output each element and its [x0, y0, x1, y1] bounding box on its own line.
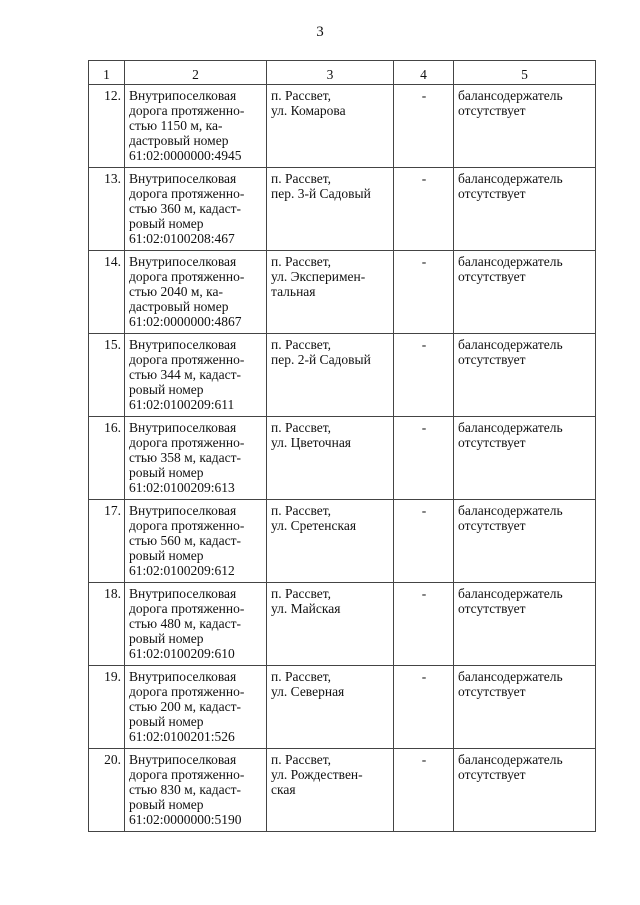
balance-holder-line: балансодержатель [458, 586, 563, 601]
road-description-line: ровый номер [129, 216, 204, 231]
balance-holder-cell [454, 334, 596, 417]
road-description-line: Внутрипоселковая [129, 171, 237, 186]
road-description-line: 61:02:0100209:610 [129, 646, 235, 661]
road-description-line: стью 1150 м, ка- [129, 118, 223, 133]
column-header: 4 [394, 61, 454, 85]
row-number-cell: 16. [89, 417, 125, 500]
address-cell [267, 666, 394, 749]
column-header: 3 [267, 61, 394, 85]
column-header: 2 [125, 61, 267, 85]
balance-holder-line: балансодержатель [458, 420, 563, 435]
road-description-cell [125, 334, 267, 417]
address-line: ул. Северная [271, 684, 345, 699]
address-line: п. Рассвет, [271, 752, 332, 767]
road-description-line: 61:02:0100209:613 [129, 480, 235, 495]
road-description-line: стью 358 м, кадаст- [129, 450, 242, 465]
owner-cell: - [394, 85, 454, 168]
road-description-line: стью 480 м, кадаст- [129, 616, 242, 631]
balance-holder-line: балансодержатель [458, 254, 563, 269]
road-description-line: дорога протяженно- [129, 186, 245, 201]
road-description-line: дорога протяженно- [129, 684, 245, 699]
road-description-line: дорога протяженно- [129, 435, 245, 450]
address-line: п. Рассвет, [271, 171, 332, 186]
road-description-line: ровый номер [129, 714, 204, 729]
road-description-line: дорога протяженно- [129, 767, 245, 782]
road-description-cell [125, 417, 267, 500]
address-cell [267, 500, 394, 583]
road-description-cell [125, 749, 267, 832]
address-line: ул. Комарова [271, 103, 346, 118]
row-number-cell: 13. [89, 168, 125, 251]
road-description-line: ровый номер [129, 631, 204, 646]
road-description-line: ровый номер [129, 548, 204, 563]
table-row [89, 500, 596, 583]
road-description-line: Внутрипоселковая [129, 254, 237, 269]
balance-holder-cell [454, 417, 596, 500]
road-description-cell [125, 583, 267, 666]
balance-holder-line: отсутствует [458, 601, 526, 616]
owner-cell: - [394, 417, 454, 500]
balance-holder-cell [454, 168, 596, 251]
address-line: тальная [271, 284, 316, 299]
road-description-line: дорога протяженно- [129, 518, 245, 533]
address-cell [267, 417, 394, 500]
road-description-line: 61:02:0100208:467 [129, 231, 235, 246]
address-line: п. Рассвет, [271, 586, 332, 601]
balance-holder-line: балансодержатель [458, 337, 563, 352]
row-number-cell: 12. [89, 85, 125, 168]
owner-cell: - [394, 334, 454, 417]
road-description-line: Внутрипоселковая [129, 752, 237, 767]
road-description-line: Внутрипоселковая [129, 420, 237, 435]
table-row [89, 85, 596, 168]
road-description-line: ровый номер [129, 797, 204, 812]
road-description-line: ровый номер [129, 382, 204, 397]
row-number-cell: 14. [89, 251, 125, 334]
balance-holder-line: отсутствует [458, 767, 526, 782]
road-description-cell [125, 85, 267, 168]
road-description-line: стью 560 м, кадаст- [129, 533, 242, 548]
road-description-line: 61:02:0000000:4945 [129, 148, 242, 163]
table-row [89, 749, 596, 832]
address-line: п. Рассвет, [271, 88, 332, 103]
balance-holder-line: отсутствует [458, 103, 526, 118]
road-description-line: стью 830 м, кадаст- [129, 782, 242, 797]
road-description-line: 61:02:0100201:526 [129, 729, 235, 744]
address-line: ул. Цветочная [271, 435, 352, 450]
address-line: п. Рассвет, [271, 254, 332, 269]
address-line: п. Рассвет, [271, 503, 332, 518]
table-row [89, 168, 596, 251]
owner-cell: - [394, 500, 454, 583]
page-number: 3 [316, 24, 324, 40]
address-cell [267, 251, 394, 334]
balance-holder-line: балансодержатель [458, 503, 563, 518]
road-description-line: ровый номер [129, 465, 204, 480]
balance-holder-cell [454, 500, 596, 583]
owner-cell: - [394, 749, 454, 832]
address-cell [267, 583, 394, 666]
road-description-line: стью 2040 м, ка- [129, 284, 224, 299]
address-cell [267, 749, 394, 832]
road-description-line: стью 344 м, кадаст- [129, 367, 242, 382]
road-description-line: 61:02:0100209:612 [129, 563, 235, 578]
road-description-line: Внутрипоселковая [129, 88, 237, 103]
address-line: п. Рассвет, [271, 420, 332, 435]
balance-holder-line: балансодержатель [458, 88, 563, 103]
balance-holder-line: отсутствует [458, 352, 526, 367]
address-cell [267, 168, 394, 251]
column-header: 5 [454, 61, 596, 85]
road-description-line: стью 200 м, кадаст- [129, 699, 242, 714]
road-description-line: дорога протяженно- [129, 269, 245, 284]
road-description-cell [125, 168, 267, 251]
balance-holder-line: балансодержатель [458, 752, 563, 767]
address-line: ская [271, 782, 296, 797]
table-row [89, 251, 596, 334]
balance-holder-line: отсутствует [458, 186, 526, 201]
row-number-cell: 20. [89, 749, 125, 832]
road-description-line: дорога протяженно- [129, 103, 245, 118]
table-row [89, 334, 596, 417]
balance-holder-cell [454, 85, 596, 168]
owner-cell: - [394, 168, 454, 251]
table-row [89, 666, 596, 749]
address-line: п. Рассвет, [271, 669, 332, 684]
column-header: 1 [89, 61, 125, 85]
balance-holder-cell [454, 749, 596, 832]
address-line: пер. 2-й Садовый [271, 352, 371, 367]
balance-holder-cell [454, 583, 596, 666]
road-description-cell [125, 251, 267, 334]
road-description-line: Внутрипоселковая [129, 586, 237, 601]
road-description-line: Внутрипоселковая [129, 669, 237, 684]
balance-holder-line: балансодержатель [458, 171, 563, 186]
road-description-cell [125, 666, 267, 749]
address-line: ул. Сретенская [271, 518, 357, 533]
address-line: ул. Эксперимен- [271, 269, 366, 284]
road-description-line: дастровый номер [129, 299, 229, 314]
road-description-line: стью 360 м, кадаст- [129, 201, 242, 216]
address-line: ул. Рождествен- [271, 767, 363, 782]
balance-holder-cell [454, 666, 596, 749]
table-header-row [89, 61, 596, 85]
table-row [89, 417, 596, 500]
road-description-line: дастровый номер [129, 133, 229, 148]
owner-cell: - [394, 666, 454, 749]
road-description-line: 61:02:0000000:4867 [129, 314, 242, 329]
balance-holder-line: балансодержатель [458, 669, 563, 684]
road-description-cell [125, 500, 267, 583]
row-number-cell: 19. [89, 666, 125, 749]
row-number-cell: 17. [89, 500, 125, 583]
balance-holder-line: отсутствует [458, 684, 526, 699]
road-description-line: 61:02:0100209:611 [129, 397, 235, 412]
address-cell [267, 334, 394, 417]
address-cell [267, 85, 394, 168]
road-description-line: Внутрипоселковая [129, 503, 237, 518]
address-line: пер. 3-й Садовый [271, 186, 371, 201]
row-number-cell: 15. [89, 334, 125, 417]
row-number-cell: 18. [89, 583, 125, 666]
balance-holder-line: отсутствует [458, 269, 526, 284]
address-line: ул. Майская [271, 601, 341, 616]
road-registry-table [88, 60, 596, 832]
owner-cell: - [394, 251, 454, 334]
road-description-line: дорога протяженно- [129, 601, 245, 616]
road-description-line: дорога протяженно- [129, 352, 245, 367]
road-description-line: 61:02:0000000:5190 [129, 812, 242, 827]
owner-cell: - [394, 583, 454, 666]
balance-holder-cell [454, 251, 596, 334]
balance-holder-line: отсутствует [458, 518, 526, 533]
balance-holder-line: отсутствует [458, 435, 526, 450]
road-description-line: Внутрипоселковая [129, 337, 237, 352]
address-line: п. Рассвет, [271, 337, 332, 352]
table-row [89, 583, 596, 666]
